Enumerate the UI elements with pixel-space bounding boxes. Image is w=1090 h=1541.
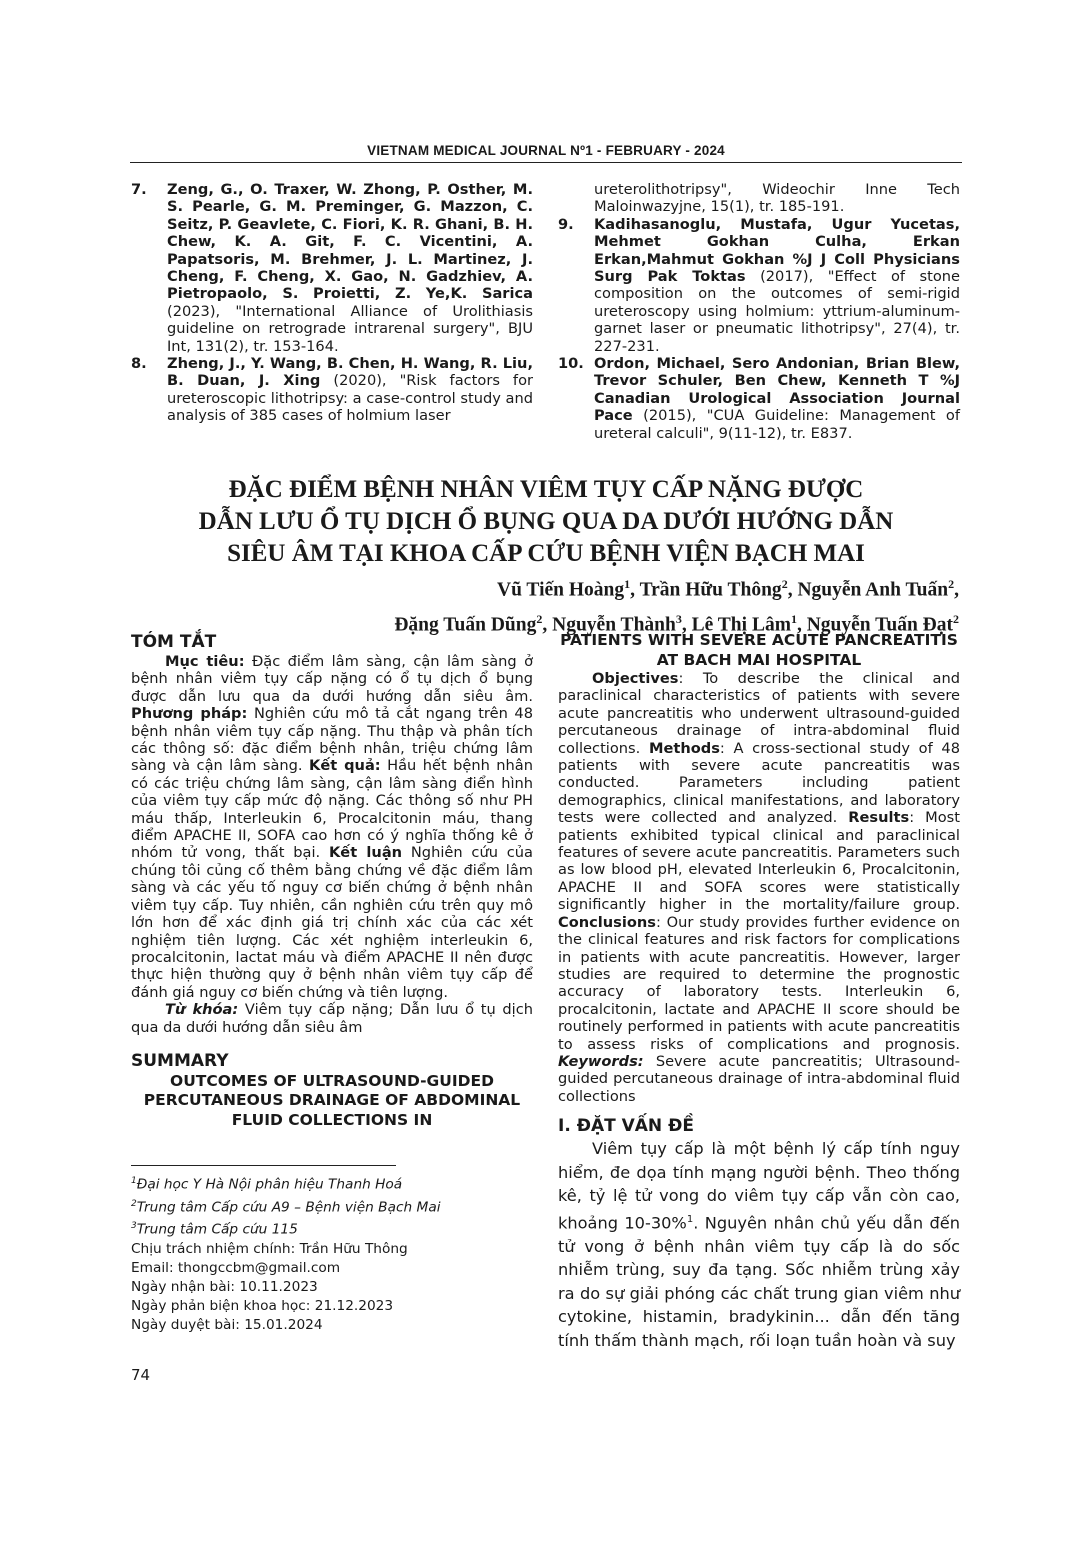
keywords-text: Viêm tụy cấp nặng; Dẫn lưu ổ tụ dịch qua da dưới hướng dẫn siêu âm [131, 1001, 533, 1036]
results-label: Results [848, 809, 910, 827]
page-number: 74 [131, 1366, 151, 1384]
author-name: Nguyễn Anh Tuấn [797, 579, 949, 601]
summary-title-part1: OUTCOMES OF ULTRASOUND-GUIDED PERCUTANEOUS DRAINAGE OF ABDOMINAL FLUID COLLECTIONS IN [143, 1071, 521, 1129]
citation-marker: 1 [686, 1213, 694, 1225]
author-name: Nguyễn Thành [552, 614, 676, 635]
author-affiliation: 1 [624, 577, 631, 591]
author-separator: , [954, 579, 959, 601]
conclusion-text: Nghiên cứu của chúng tôi củng cố thêm bằng chứng về đặc điểm lâm sàng và các yếu tố nguy cơ biến chứng ở bệnh nhân viêm tụy cấp. Tuy nhiên, cần nghiên cứu trên quy mô lớn hơn để xác định giá trị chính xác của các xét nghiệm tiên lượng. Các xét nghiệm interleukin 6, procalcitonin, lactat máu và điểm APACHE II nên được thực hiện thường quy ở bệnh nhân viêm tụy cấp để đánh giá nguy cơ biến chứng và tiên lượng. [131, 844, 533, 1001]
affiliation-text: Trung tâm Cấp cứu 115 [136, 1221, 298, 1238]
result-text: Hầu hết bệnh nhân có các triệu chứng lâm sàng, cận lâm sàng điển hình của viêm tụy cấp mức độ nặng. Các thông số như PH máu thấp, Interleukin 6, Procalcitonin máu, thang điểm APACHE II, SOFA cao hơn có ý nghĩa thống kê ở nhóm tử vong, thất bại. [131, 757, 533, 862]
author-affiliation: 2 [953, 611, 959, 626]
reference-number: 8. [131, 355, 147, 373]
author-separator: , [796, 614, 807, 635]
conclusion-label: Kết luận [328, 844, 403, 862]
abstract-right-column [558, 631, 960, 1352]
author-separator: , [681, 614, 692, 635]
reference-details: (2017), "Effect of stone composition on the outcomes of semi-rigid ureteroscopy using holmium: yttrium-aluminum-garnet laser or pneumatic lithotripsy", 27(4), tr. 227-231. [594, 268, 961, 355]
affiliation-1: $^1$Đại học Y Hà Nội phân hiệu Thanh Hoá [131, 1176, 403, 1193]
introduction-text-continued: . Nguyên nhân chủ yếu dẫn đến tử vong ở bệnh nhân viêm tụy cấp là do sốc nhiễm trùng, suy đa tạng. Sốc nhiễm trùng xảy ra do sự giải phóng các chất trung gian viêm như cytokine, histamin, bradykinin... dẫn đến tăng tính thấm thành mạch, rối loạn tuần hoàn và suy [558, 1213, 960, 1350]
author-name: Nguyễn Tuấn Đạt [806, 614, 953, 635]
author-affiliation: 2 [781, 577, 788, 591]
introduction-body [558, 1137, 960, 1352]
summary-heading: SUMMARY [131, 1050, 229, 1071]
running-head: VIETNAM MEDICAL JOURNAL Nº1 - FEBRUARY - 2024 [367, 143, 725, 158]
corresponding-author: Chịu trách nhiệm chính: Trần Hữu Thông [131, 1240, 408, 1257]
author-affiliation: 2 [948, 577, 955, 591]
reference-9 [558, 216, 960, 355]
introduction-heading: I. ĐẶT VẤN ĐỀ [558, 1116, 694, 1137]
author-name: Trần Hữu Thông [639, 579, 782, 601]
reference-number: 10. [558, 355, 584, 373]
affiliation-text: Đại học Y Hà Nội phân hiệu Thanh Hoá [136, 1176, 403, 1193]
keywords-text: Severe acute pancreatitis; Ultrasound-guided percutaneous drainage of intra-abdominal fluid collections [558, 1052, 960, 1105]
introduction-text: Viêm tụy cấp là một bệnh lý cấp tính nguy hiểm, đe dọa tính mạng người bệnh. Theo thống kê, tỷ lệ tử vong do viêm tụy cấp vẫn còn cao, khoảng 10-30% [558, 1139, 960, 1233]
references-left [131, 181, 533, 425]
methods-label: Methods [648, 739, 720, 757]
article-title [130, 474, 962, 570]
reference-authors: Zeng, G., O. Traxer, W. Zhong, P. Osther, M. S. Pearle, G. M. Preminger, G. Mazzon, C. Seitz, P. Geavlete, C. Fiori, K. R. Ghani, B. H. Chew, K. A. Git, F. C. Vicentini, A. Papatsoris, M. Brehmer, J. L. Martinez, J. Cheng, F. Cheng, X. Gao, N. Gadzhiev, A. Pietropaolo, S. Proietti, Z. Ye,K. Sarica [167, 181, 533, 303]
reference-authors: Kadihasanoglu, Mustafa, Ugur Yucetas, Mehmet Gokhan Culha, Erkan Erkan,Mahmut Gokhan %J J Coll Physicians Surg Pak Toktas [594, 215, 960, 286]
footnote-rule [131, 1165, 396, 1166]
affiliation-3: $^3$Trung tâm Cấp cứu 115 [131, 1221, 298, 1238]
author-separator: , [630, 579, 640, 601]
conclusions-text: : Our study provides further evidence on the clinical features and risk factors for complications in patients with acute pancreatitis. However, larger studies are required to determine the prognostic accuracy of laboratory tests. Interleukin 6, procalcitonin, lactate and APACHE II score should be routinely performed in patients with acute pancreatitis to assess risks of complications and prognosis. [558, 913, 960, 1053]
reference-8 [131, 355, 533, 425]
reference-10 [558, 355, 960, 442]
reference-authors: Zheng, J., Y. Wang, B. Chen, H. Wang, R. Liu, B. Duan, J. Xing [167, 355, 533, 390]
reference-details: (2020), "Risk factors for ureteroscopic lithotripsy: a case-control study and analysis of 385 cases of holmium laser [167, 372, 533, 425]
author-name: Vũ Tiến Hoàng [496, 579, 625, 601]
reference-details: (2015), "CUA Guideline: Management of ureteral calculi", 9(11-12), tr. E837. [594, 407, 960, 442]
keywords-label: Từ khóa: [165, 1001, 239, 1019]
objective-label: Mục tiêu: [165, 653, 245, 670]
objective-text: Đặc điểm lâm sàng, cận lâm sàng ở bệnh nhân viêm tụy cấp nặng có ổ tụ dịch ổ bụng được dẫn lưu qua da dưới hướng dẫn siêu âm. [131, 653, 533, 705]
objectives-label: Objectives [592, 670, 679, 687]
header-rule [130, 162, 962, 163]
title-line: DẪN LƯU Ổ TỤ DỊCH Ổ BỤNG QUA DA DƯỚI HƯỚNG DẪN [198, 508, 894, 535]
method-label: Phương pháp: [131, 705, 248, 723]
accepted-date: Ngày duyệt bài: 15.01.2024 [131, 1316, 323, 1333]
results-text: : Most patients exhibited typical clinical and paraclinical features of severe acute pancreatitis. Parameters such as low blood pH, elevated Interleukin 6, Procalcitonin, APACHE II and SOFA scores were statistically significantly higher in the mortality/failure group. [558, 809, 960, 914]
footnotes [131, 1172, 533, 1335]
reference-number: 7. [131, 181, 147, 198]
author-list [394, 570, 959, 639]
author-affiliation: 1 [790, 611, 797, 626]
title-line: ĐẶC ĐIỂM BỆNH NHÂN VIÊM TỤY CẤP NẶNG ĐƯỢC [228, 476, 864, 503]
title-line: SIÊU ÂM TẠI KHOA CẤP CỨU BỆNH VIỆN BẠCH MAI [227, 540, 865, 567]
reference-7 [131, 181, 533, 355]
author-email: Email: thongccbm@gmail.com [131, 1259, 341, 1276]
reference-details: ureterolithotripsy", Wideochir Inne Tech Maloinwazyjne, 15(1), tr. 185-191. [594, 181, 960, 216]
keywords-vi [131, 1001, 533, 1036]
author-line [394, 570, 959, 605]
summary-title-part2: PATIENTS WITH SEVERE ACUTE PANCREATITIS AT BACH MAI HOSPITAL [560, 631, 958, 669]
reference-number: 9. [558, 215, 574, 233]
affiliation-text: Trung tâm Cấp cứu A9 – Bệnh viện Bạch Mai [136, 1199, 441, 1216]
abstract-left-column [131, 631, 533, 1130]
method-text: Nghiên cứu mô tả cắt ngang trên 48 bệnh nhân viêm tụy cấp nặng. Thu thập và phân tích các thông số: đặc điểm bệnh nhân, triệu chứng lâm sàng và cận lâm sàng. [131, 705, 533, 775]
reference-8-continued [558, 181, 960, 216]
reference-details: (2023), "International Alliance of Urolithiasis guideline on retrograde intrarenal surgery", BJU Int, 131(2), tr. 153-164. [167, 302, 533, 355]
conclusions-label: Conclusions [558, 913, 656, 931]
received-date: Ngày nhận bài: 10.11.2023 [131, 1278, 318, 1295]
author-separator: , [787, 579, 798, 601]
author-separator: , [542, 614, 553, 635]
author-name: Lê Thị Lâm [691, 614, 791, 635]
review-date: Ngày phản biện khoa học: 21.12.2023 [131, 1297, 394, 1314]
abstract-heading: TÓM TẮT [131, 632, 217, 652]
reference-authors: Ordon, Michael, Sero Andonian, Brian Blew, Trevor Schuler, Ben Chew, Kenneth T %J Canadian Urological Association Journal Pace [594, 355, 960, 425]
author-name: Đặng Tuấn Dũng [394, 614, 537, 635]
result-label: Kết quả: [309, 757, 381, 775]
objectives-text: : To describe the clinical and paraclinical characteristics of patients with severe acute pancreatitis who underwent ultrasound-guided percutaneous drainage of intra-abdominal fluid collections. [558, 670, 960, 757]
methods-text: : A cross-sectional study of 48 patients with severe acute pancreatitis was conducted. Parameters including patient demographics, clinical manifestations, and laboratory tests were collected and analyzed. [558, 739, 960, 827]
author-affiliation: 2 [536, 611, 543, 626]
abstract-vi-body [131, 653, 533, 1001]
affiliation-2: $^2$Trung tâm Cấp cứu A9 – Bệnh viện Bạch Mai [131, 1198, 441, 1216]
keywords-label: Keywords: [558, 1052, 644, 1070]
references-right [558, 181, 960, 442]
summary-body [558, 670, 960, 1105]
author-affiliation: 3 [675, 611, 682, 626]
